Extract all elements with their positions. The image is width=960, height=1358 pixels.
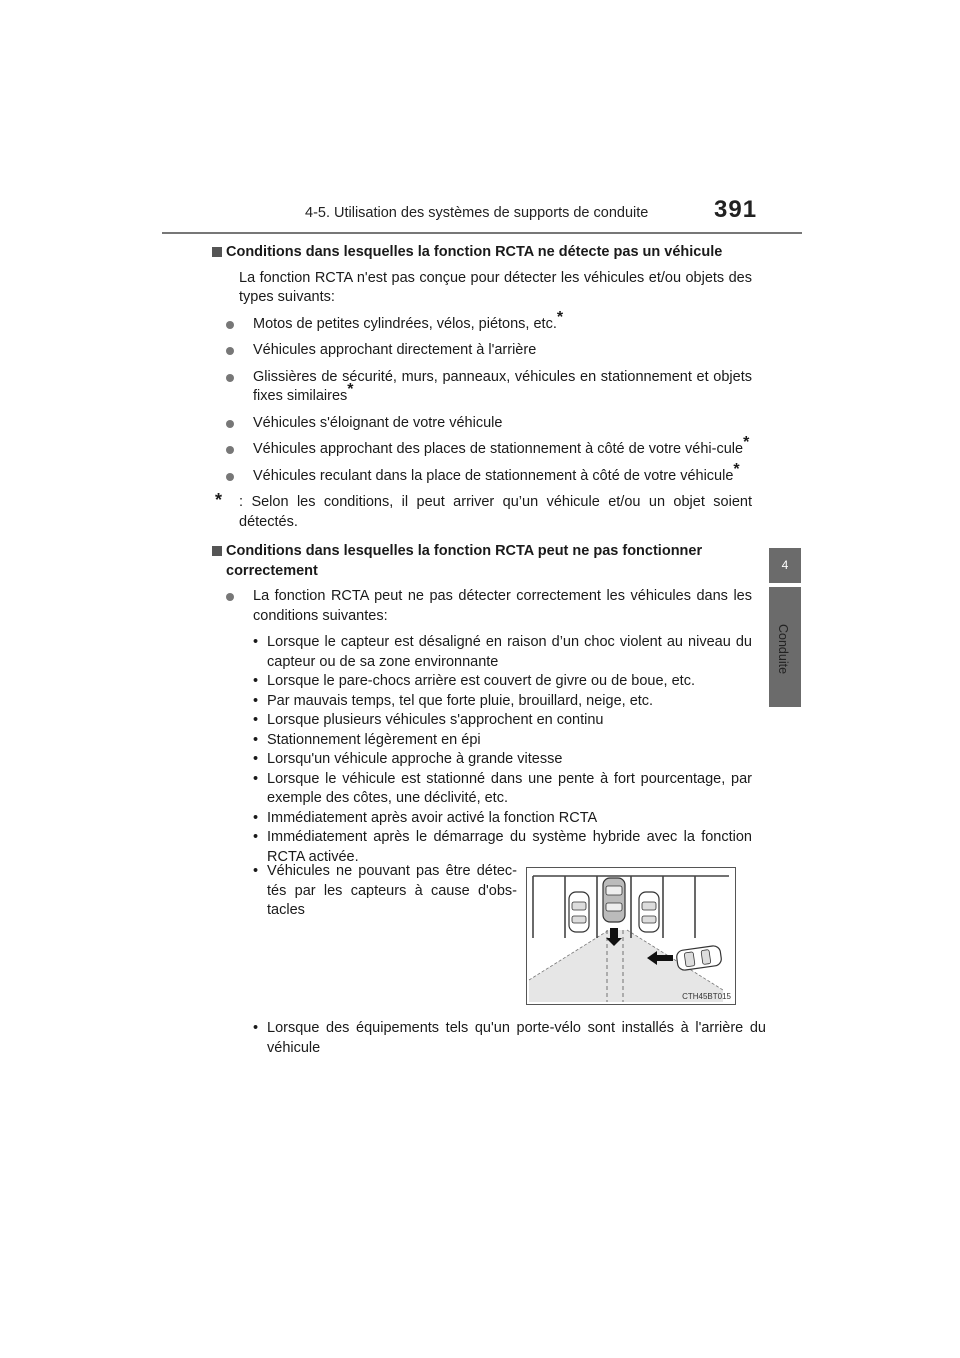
asterisk: * bbox=[743, 434, 750, 452]
parking-diagram bbox=[526, 867, 736, 1005]
condition-text: Véhicules ne pouvant pas être détec-tés par les capteurs à cause d'obs-tacles bbox=[267, 863, 517, 918]
parked-car-left bbox=[569, 892, 589, 932]
parking-lines bbox=[533, 876, 729, 938]
chapter-title: 4-5. Utilisation des systèmes de supports de conduite bbox=[305, 205, 649, 221]
list-item-text: Véhicules reculant dans la place de stationnement à côté de votre véhicule bbox=[253, 467, 734, 484]
condition-text: Immédiatement après avoir activé la fonction RCTA bbox=[267, 809, 598, 826]
own-car bbox=[603, 878, 625, 922]
square-bullet-icon bbox=[212, 546, 222, 556]
bullet-mark: • bbox=[253, 751, 259, 767]
list-item bbox=[212, 434, 752, 460]
condition-item bbox=[253, 770, 752, 809]
bullet-mark: • bbox=[253, 731, 259, 748]
list-item bbox=[212, 308, 752, 335]
bullet-mark: • bbox=[253, 770, 259, 787]
parked-car-right bbox=[639, 892, 659, 932]
circle-bullet-icon bbox=[226, 473, 234, 481]
list-item bbox=[212, 368, 752, 407]
bullet-mark: • bbox=[253, 692, 259, 709]
condition-text: Immédiatement après le démarrage du système hybride avec la fonction RCTA activée. bbox=[267, 829, 752, 865]
condition-item bbox=[253, 1019, 766, 1058]
heading-text: Conditions dans lesquelles la fonction RCTA peut ne pas fonctionner correctement bbox=[226, 543, 703, 579]
condition-item bbox=[253, 633, 752, 672]
condition-text: Stationnement légèrement en épi bbox=[267, 731, 481, 748]
square-bullet-icon bbox=[212, 247, 222, 257]
list-item-text: La fonction RCTA peut ne pas détecter correctement les véhicules dans les conditions suivantes: bbox=[253, 588, 752, 624]
bullet-mark: • bbox=[253, 809, 259, 826]
asterisk: * bbox=[347, 381, 354, 399]
asterisk: * bbox=[733, 460, 740, 478]
section-intro: La fonction RCTA n'est pas conçue pour détecter les véhicules et/ou objets des types suivants: bbox=[239, 269, 752, 305]
heading-text: Conditions dans lesquelles la fonction RCTA ne détecte pas un véhicule bbox=[226, 244, 723, 260]
condition-item bbox=[253, 809, 752, 829]
list-item bbox=[212, 460, 752, 487]
condition-item bbox=[253, 731, 752, 751]
condition-item bbox=[253, 711, 752, 731]
list-item-text: Motos de petites cylindrées, vélos, piétons, etc. bbox=[253, 315, 557, 332]
approaching-car bbox=[676, 945, 722, 971]
circle-bullet-icon bbox=[226, 446, 234, 454]
chapter-tab: 4 bbox=[769, 548, 801, 583]
condition-text: Lorsqu'un véhicule approche à grande vitesse bbox=[267, 751, 563, 767]
asterisk: * bbox=[556, 308, 564, 326]
circle-bullet-icon bbox=[226, 347, 234, 355]
list-item-text: Véhicules s'éloignant de votre véhicule bbox=[253, 414, 503, 431]
conditions-list bbox=[212, 633, 752, 867]
footnote-asterisk: * bbox=[215, 490, 223, 510]
circle-bullet-icon bbox=[226, 420, 234, 428]
footnote bbox=[212, 490, 752, 532]
condition-item bbox=[253, 750, 752, 770]
circle-bullet-icon bbox=[226, 321, 234, 329]
figure-code: CTH45BT015 bbox=[682, 992, 731, 1001]
bullet-mark: • bbox=[253, 829, 259, 845]
page-number: 391 bbox=[714, 196, 758, 223]
list-item-text: Véhicules approchant directement à l'arrière bbox=[253, 342, 537, 358]
circle-bullet-icon bbox=[226, 374, 234, 382]
section-heading-malfunction bbox=[212, 542, 752, 581]
list-item-text: Véhicules approchant des places de stationnement à côté de votre véhi-cule bbox=[253, 441, 744, 457]
condition-text: Lorsque le véhicule est stationné dans une pente à fort pourcentage, par exemple des côtes, une déclivité, etc. bbox=[267, 770, 752, 806]
bullet-mark: • bbox=[253, 673, 259, 689]
main-content bbox=[212, 243, 752, 867]
section-heading-detection bbox=[212, 243, 752, 263]
circle-bullet-icon bbox=[226, 593, 234, 601]
condition-text: Lorsque le pare-chocs arrière est couvert de givre ou de boue, etc. bbox=[267, 673, 695, 689]
condition-text: Lorsque plusieurs véhicules s'approchent en continu bbox=[267, 712, 604, 728]
bullet-mark: • bbox=[253, 863, 259, 879]
condition-text: Lorsque des équipements tels qu'un porte-vélo sont installés à l'arrière du véhicule bbox=[267, 1020, 766, 1056]
list-item-text: Glissières de sécurité, murs, panneaux, véhicules en stationnement et objets fixes similaires bbox=[253, 368, 752, 404]
condition-item bbox=[253, 672, 752, 692]
list-item bbox=[212, 587, 752, 626]
condition-item bbox=[253, 692, 752, 712]
chapter-tab-label: Conduite bbox=[776, 624, 790, 675]
list-item bbox=[212, 341, 752, 361]
list-item bbox=[212, 414, 752, 434]
bullet-mark: • bbox=[253, 1020, 259, 1036]
header-divider bbox=[162, 232, 802, 234]
condition-text: Par mauvais temps, tel que forte pluie, brouillard, neige, etc. bbox=[267, 692, 654, 709]
condition-text: Lorsque le capteur est désaligné en raison d’un choc violent au niveau du capteur ou de sa zone environnante bbox=[267, 634, 752, 670]
footnote-text: : Selon les conditions, il peut arriver qu’un véhicule et/ou un objet soient détectés. bbox=[239, 494, 752, 530]
parking-illustration bbox=[527, 868, 735, 1004]
bullet-mark: • bbox=[253, 712, 259, 728]
condition-item bbox=[253, 862, 517, 921]
bullet-mark: • bbox=[253, 634, 259, 650]
